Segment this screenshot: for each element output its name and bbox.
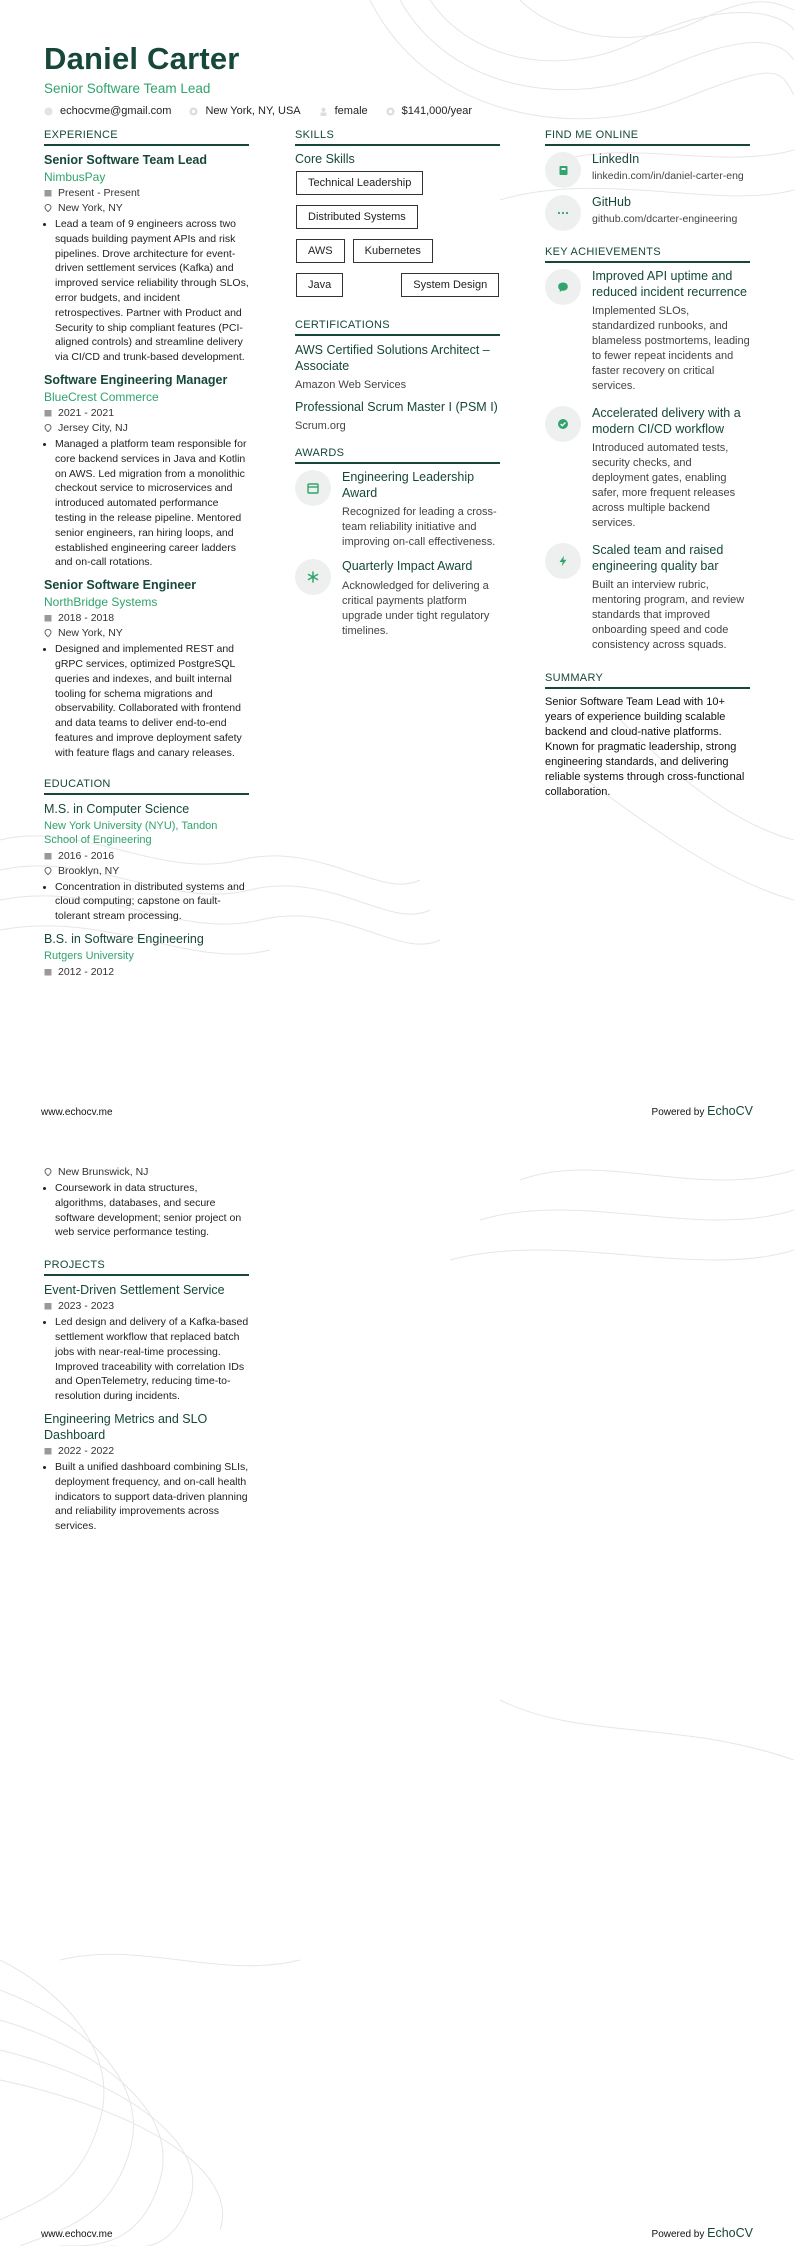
- education-location: [44, 1165, 249, 1179]
- school-name: New York University (NYU), Tandon School of Engineering: [44, 819, 218, 847]
- calendar-icon: [44, 968, 52, 976]
- job-dates-text: 2021 - 2021: [58, 406, 115, 419]
- job-description: • Designed and implemented REST and gRPC services, optimized PostgreSQL queries and indexes, and built internal tooling for schema migrations and observability. Collaborated with frontend and data teams to deliver end-to-end features and improve deployment safety with feature flags and canary releases.: [55, 642, 249, 760]
- certification-issuer: Amazon Web Services: [295, 379, 407, 391]
- project-dates: [44, 1299, 249, 1313]
- online-profile-url[interactable]: github.com/dcarter-engineering: [592, 213, 738, 225]
- education-dates-text: 2012 - 2012: [58, 965, 115, 978]
- project-dates-text: 2023 - 2023: [58, 1300, 115, 1313]
- location-pin-icon: [44, 1168, 52, 1176]
- sparkle-icon: [295, 559, 331, 595]
- job-description: • Lead a team of 9 engineers across two squads building payment APIs and risk pipelines. Drove architecture for event-driven settlement services (Kafka) and improved service reliability through SLOs, error budgets, and incident retrospectives. Partner with Product and Security to ship compliant features (PCI-aligned controls) and streamline delivery via CI/CD and trunk-based development.: [55, 217, 249, 365]
- contact-gender: [319, 105, 368, 117]
- skill-tags: [296, 171, 500, 297]
- page-footer: [41, 2226, 753, 2240]
- achievement-description: Implemented SLOs, standardized runbooks, and blameless postmortems, leading to fewer repeat incidents and faster recovery on critical services.: [592, 305, 750, 392]
- calendar-icon: [44, 614, 52, 622]
- awards-heading: AWARDS: [295, 447, 500, 464]
- company-name: NimbusPay: [44, 170, 106, 184]
- online-profile-linkedin[interactable]: [545, 152, 750, 188]
- check-icon: [545, 406, 581, 442]
- online-profile-title: LinkedIn: [592, 152, 640, 166]
- location-pin-icon: [44, 424, 52, 432]
- summary-heading: SUMMARY: [545, 672, 750, 689]
- github-icon: [545, 195, 581, 231]
- award-item: [295, 559, 500, 639]
- experience-item: [44, 577, 249, 760]
- achievement-description: Introduced automated tests, security checks, and deployment gates, enabling safer, more frequent releases across multiple backend services.: [592, 442, 736, 529]
- online-profile-github[interactable]: [545, 195, 750, 231]
- calendar-icon: [295, 470, 331, 506]
- education-dates: [44, 965, 249, 979]
- project-dates: [44, 1444, 249, 1458]
- skill-tag: System Design: [401, 273, 499, 297]
- left-column-continued: [44, 1164, 249, 1541]
- resume-page-2: [0, 1124, 794, 2246]
- education-description: • Coursework in data structures, algorithms, databases, and secure software development; senior project on web service performance testing.: [55, 1181, 249, 1240]
- achievement-item: [545, 406, 750, 531]
- achievement-title: Accelerated delivery with a modern CI/CD workflow: [592, 406, 741, 436]
- middle-column: [295, 129, 500, 648]
- experience-item: [44, 152, 249, 365]
- email-icon: [44, 107, 53, 116]
- project-description: • Built a unified dashboard combining SLIs, deployment frequency, and on-call health indicators to support data-driven planning and reliability improvements across services.: [55, 1460, 249, 1534]
- powered-by-text: Powered by: [651, 2229, 705, 2240]
- calendar-icon: [44, 409, 52, 417]
- powered-by-text: Powered by: [651, 1107, 705, 1118]
- location-pin-icon: [189, 107, 198, 116]
- location-pin-icon: [44, 204, 52, 212]
- education-item-continued: [44, 1165, 249, 1240]
- job-dates: [44, 611, 249, 625]
- linkedin-icon: [545, 152, 581, 188]
- candidate-title: Senior Software Team Lead: [44, 81, 211, 96]
- skill-tag: Technical Leadership: [296, 171, 423, 195]
- calendar-icon: [44, 1302, 52, 1310]
- online-profile-title: GitHub: [592, 195, 631, 209]
- footer-powered: [652, 1104, 753, 1118]
- coin-icon: [386, 107, 395, 116]
- find-me-online-heading: FIND ME ONLINE: [545, 129, 750, 146]
- certification-title: AWS Certified Solutions Architect – Associate: [295, 343, 490, 373]
- education-dates: [44, 849, 249, 863]
- bolt-icon: [545, 543, 581, 579]
- certification-issuer: Scrum.org: [295, 420, 346, 432]
- job-dates: [44, 186, 249, 200]
- job-title: Senior Software Engineer: [44, 578, 197, 593]
- achievement-item: [545, 269, 750, 394]
- skill-tag: Distributed Systems: [296, 205, 418, 229]
- achievement-title: Scaled team and raised engineering quality bar: [592, 543, 724, 573]
- award-description: Recognized for leading a cross-team reliability initiative and improving on-call effectiveness.: [342, 506, 497, 548]
- certification-item: [295, 399, 500, 432]
- degree-title: B.S. in Software Engineering: [44, 931, 204, 946]
- job-dates-text: 2018 - 2018: [58, 612, 115, 625]
- calendar-icon: [44, 1447, 52, 1455]
- contact-location: [189, 105, 300, 117]
- footer-powered: [652, 2226, 753, 2240]
- project-item: [44, 1411, 249, 1534]
- achievement-description: Built an interview rubric, mentoring program, and review standards that improved onboarding speed and code consistency across squads.: [592, 579, 745, 651]
- education-location: [44, 864, 249, 878]
- calendar-icon: [44, 189, 52, 197]
- job-location: [44, 421, 249, 435]
- footer-site-link[interactable]: www.echocv.me: [41, 1107, 113, 1118]
- education-dates-text: 2016 - 2016: [58, 849, 115, 862]
- location-pin-icon: [44, 867, 52, 875]
- degree-title: M.S. in Computer Science: [44, 801, 190, 816]
- skill-tag: AWS: [296, 239, 345, 263]
- job-dates: [44, 406, 249, 420]
- projects-heading: PROJECTS: [44, 1259, 249, 1276]
- location-pin-icon: [44, 629, 52, 637]
- skill-tag: Kubernetes: [353, 239, 433, 263]
- education-heading: EDUCATION: [44, 778, 249, 795]
- brand-logo[interactable]: EchoCV: [707, 2226, 753, 2240]
- key-achievements-heading: KEY ACHIEVEMENTS: [545, 246, 750, 263]
- job-title: Software Engineering Manager: [44, 372, 228, 387]
- company-name: NorthBridge Systems: [44, 595, 158, 610]
- education-item: [44, 801, 249, 924]
- job-dates-text: Present - Present: [58, 187, 140, 199]
- contact-email-text: echocvme@gmail.com: [60, 105, 172, 117]
- contact-location-text: New York, NY, USA: [205, 105, 301, 117]
- project-dates-text: 2022 - 2022: [58, 1444, 115, 1457]
- left-column: [44, 129, 249, 986]
- education-item: [44, 931, 249, 979]
- skill-group-title: Core Skills: [295, 152, 355, 166]
- candidate-name: Daniel Carter: [44, 41, 240, 76]
- education-location-text: Brooklyn, NY: [58, 864, 120, 877]
- contact-salary: [386, 105, 472, 117]
- footer-site-link[interactable]: www.echocv.me: [41, 2229, 113, 2240]
- job-location: [44, 201, 249, 215]
- award-description: Acknowledged for delivering a critical payments platform upgrade under tight regulatory timelines.: [342, 579, 490, 637]
- brand-logo[interactable]: EchoCV: [707, 1104, 753, 1118]
- job-location-text: New York, NY: [58, 627, 123, 640]
- job-location-text: New York, NY: [58, 202, 123, 214]
- online-profile-url[interactable]: linkedin.com/in/daniel-carter-eng: [592, 170, 744, 182]
- school-name: Rutgers University: [44, 949, 134, 962]
- award-item: [295, 470, 500, 550]
- job-description: • Managed a platform team responsible for core backend services in Java and Kotlin on AWS. Led migration from a monolithic checkout service to microservices and introduced automated performance testing in the release pipeline. Mentored senior engineers, ran hiring loops, and established engineering career ladders and on-call rotations.: [55, 437, 249, 570]
- project-title: Event-Driven Settlement Service: [44, 1283, 225, 1298]
- contact-row: [44, 105, 754, 117]
- award-title: Engineering Leadership Award: [342, 470, 475, 500]
- page-footer: [41, 1104, 753, 1118]
- chat-icon: [545, 269, 581, 305]
- resume-header: [44, 40, 754, 117]
- company-name: BlueCrest Commerce: [44, 389, 159, 404]
- job-title: Senior Software Team Lead: [44, 153, 208, 167]
- skills-heading: SKILLS: [295, 129, 500, 146]
- summary-text: Senior Software Team Lead with 10+ years of experience building scalable backend and cloud-native platforms. Known for pragmatic leadership, strong engineering standards, and delivering reliable systems through cross-functional collaboration.: [545, 696, 745, 798]
- project-item: [44, 1282, 249, 1404]
- experience-item: [44, 372, 249, 570]
- job-location: [44, 626, 249, 640]
- skill-tag: Java: [296, 273, 343, 297]
- award-title: Quarterly Impact Award: [342, 559, 473, 573]
- calendar-icon: [44, 852, 52, 860]
- achievement-title: Improved API uptime and reduced incident recurrence: [592, 269, 747, 299]
- certifications-heading: CERTIFICATIONS: [295, 319, 500, 336]
- person-icon: [319, 107, 328, 116]
- right-column: [545, 129, 750, 800]
- project-description: • Led design and delivery of a Kafka-based settlement workflow that replaced batch jobs with near-real-time processing. Improved traceability with correlation IDs and OpenTelemetry, reducing time-to-resolution during incidents.: [55, 1315, 249, 1404]
- education-description: • Concentration in distributed systems and cloud computing; capstone on fault-tolerant stream processing.: [55, 880, 249, 924]
- project-title: Engineering Metrics and SLO Dashboard: [44, 1411, 208, 1442]
- contact-salary-text: $141,000/year: [401, 105, 472, 117]
- achievement-item: [545, 543, 750, 653]
- certification-title: Professional Scrum Master I (PSM I): [295, 400, 498, 414]
- experience-heading: EXPERIENCE: [44, 129, 249, 146]
- job-location-text: Jersey City, NJ: [58, 421, 128, 434]
- contact-email[interactable]: [44, 105, 171, 117]
- contact-gender-text: female: [334, 105, 368, 117]
- education-location-text: New Brunswick, NJ: [58, 1166, 149, 1178]
- certification-item: [295, 342, 500, 391]
